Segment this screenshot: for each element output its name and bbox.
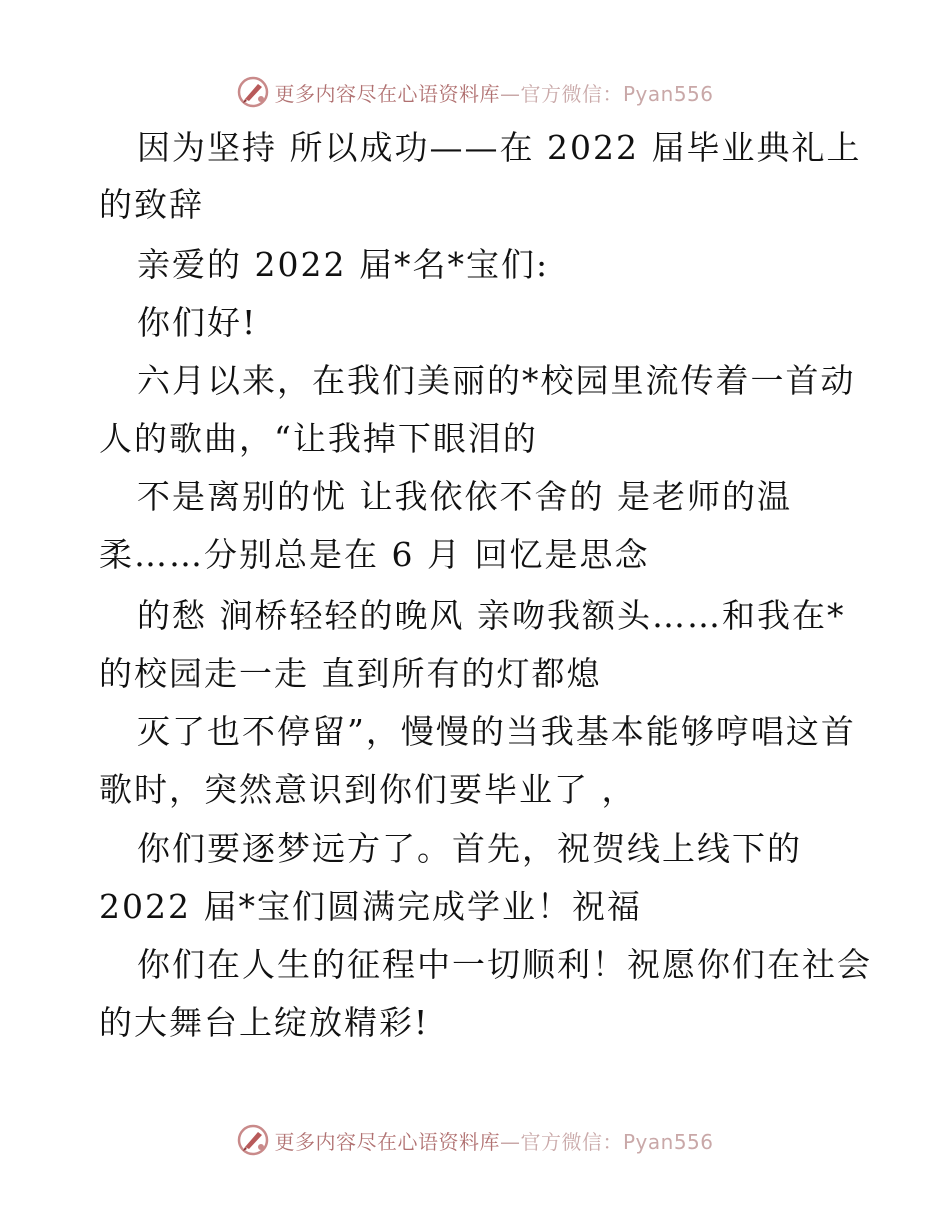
paragraph-line: 人的歌曲，“让我掉下眼泪的 [99,419,538,458]
paragraph-line: 的大舞台上绽放精彩! [99,1003,430,1042]
title-line-2: 的致辞 [99,185,204,224]
hello-line: 你们好! [137,303,258,342]
paragraph-line: 柔……分别总是在 6 月 回忆是思念 [99,535,650,574]
paragraph-line: 你们要逐梦远方了。首先，祝贺线上线下的 [137,829,802,868]
watermark-text: 更多内容尽在心语资料库—官方微信：Pyan556 [274,1129,714,1154]
title-line-1: 因为坚持 所以成功——在 2022 届毕业典礼上 [137,128,862,167]
quill-seal-icon [236,75,270,109]
paragraph-line: 2022 届*宝们圆满完成学业！祝福 [99,887,642,926]
paragraph-line: 的愁 涧桥轻轻的晚风 亲吻我额头……和我在* [137,596,846,635]
paragraph-line: 六月以来，在我们美丽的*校园里流传着一首动 [137,361,856,400]
watermark-text: 更多内容尽在心语资料库—官方微信：Pyan556 [274,81,714,106]
paragraph-line: 你们在人生的征程中一切顺利！祝愿你们在社会 [137,945,872,984]
quill-seal-icon [236,1123,270,1157]
header-watermark [0,70,950,114]
paragraph-line: 歌时，突然意识到你们要毕业了 ， [99,770,637,809]
paragraph-line: 的校园走一走 直到所有的灯都熄 [99,654,602,693]
greeting-line: 亲爱的 2022 届*名*宝们: [137,245,550,284]
paragraph-line: 不是离别的忧 让我依依不舍的 是老师的温 [137,477,792,516]
paragraph-line: 灭了也不停留”，慢慢的当我基本能够哼唱这首 [137,712,856,751]
footer-watermark [0,1118,950,1162]
